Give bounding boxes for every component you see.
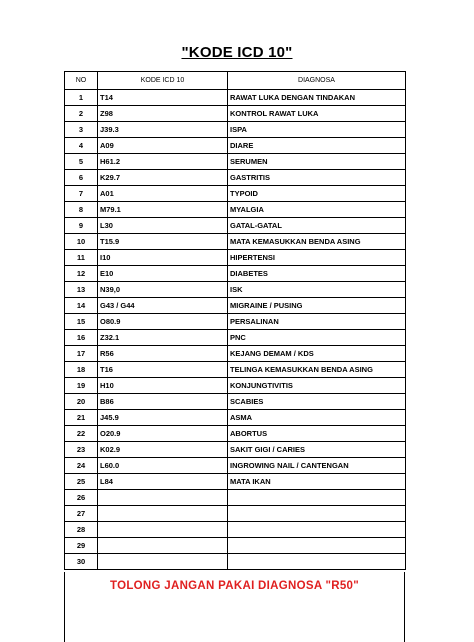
icd-code-cell: K29.7 (98, 170, 228, 186)
row-number: 15 (65, 314, 98, 330)
table-row (65, 282, 406, 298)
table-row (65, 266, 406, 282)
table-row (65, 314, 406, 330)
table-row (65, 202, 406, 218)
icd-code-cell: J39.3 (98, 122, 228, 138)
header-no: NO (65, 72, 98, 90)
table-row (65, 538, 406, 554)
row-number: 1 (65, 90, 98, 106)
row-number: 14 (65, 298, 98, 314)
icd-code-cell: N39,0 (98, 282, 228, 298)
icd-code-cell: G43 / G44 (98, 298, 228, 314)
row-number: 16 (65, 330, 98, 346)
table-row (65, 378, 406, 394)
icd-code-cell (98, 538, 228, 554)
row-number: 7 (65, 186, 98, 202)
row-number: 10 (65, 234, 98, 250)
icd-code-cell: O80.9 (98, 314, 228, 330)
row-number: 6 (65, 170, 98, 186)
icd-code-cell: B86 (98, 394, 228, 410)
row-number: 25 (65, 474, 98, 490)
row-number: 4 (65, 138, 98, 154)
diagnosis-cell: DIABETES (228, 266, 406, 282)
table-body (65, 90, 406, 570)
row-number: 13 (65, 282, 98, 298)
icd-code-cell: H10 (98, 378, 228, 394)
icd-code-cell: M79.1 (98, 202, 228, 218)
icd-code-cell: H61.2 (98, 154, 228, 170)
diagnosis-cell: TELINGA KEMASUKKAN BENDA ASING (228, 362, 406, 378)
table-row (65, 234, 406, 250)
diagnosis-cell: MYALGIA (228, 202, 406, 218)
table-header-row (65, 72, 406, 90)
diagnosis-cell (228, 538, 406, 554)
warning-text: TOLONG JANGAN PAKAI DIAGNOSA "R50" (110, 580, 359, 592)
row-number: 12 (65, 266, 98, 282)
row-number: 29 (65, 538, 98, 554)
row-number: 27 (65, 506, 98, 522)
table-row (65, 490, 406, 506)
icd-code-cell: R56 (98, 346, 228, 362)
table-row (65, 410, 406, 426)
row-number: 21 (65, 410, 98, 426)
icd-code-cell: L60.0 (98, 458, 228, 474)
icd-code-cell: K02.9 (98, 442, 228, 458)
row-number: 23 (65, 442, 98, 458)
diagnosis-cell: ABORTUS (228, 426, 406, 442)
row-number: 5 (65, 154, 98, 170)
row-number: 22 (65, 426, 98, 442)
table-row (65, 122, 406, 138)
table-row (65, 330, 406, 346)
table-row (65, 106, 406, 122)
table-row (65, 554, 406, 570)
icd-code-cell: T14 (98, 90, 228, 106)
page-title: "KODE ICD 10" (181, 44, 293, 61)
row-number: 26 (65, 490, 98, 506)
table-row (65, 362, 406, 378)
row-number: 30 (65, 554, 98, 570)
row-number: 24 (65, 458, 98, 474)
table-row (65, 346, 406, 362)
icd-code-cell: A09 (98, 138, 228, 154)
diagnosis-cell (228, 522, 406, 538)
diagnosis-cell: PNC (228, 330, 406, 346)
table-row (65, 90, 406, 106)
table-row (65, 170, 406, 186)
diagnosis-cell: ISK (228, 282, 406, 298)
icd-code-cell: E10 (98, 266, 228, 282)
row-number: 11 (65, 250, 98, 266)
icd-code-cell: O20.9 (98, 426, 228, 442)
table-row (65, 154, 406, 170)
row-number: 17 (65, 346, 98, 362)
row-number: 8 (65, 202, 98, 218)
diagnosis-cell: INGROWING NAIL / CANTENGAN (228, 458, 406, 474)
table-row (65, 394, 406, 410)
diagnosis-cell: MATA KEMASUKKAN BENDA ASING (228, 234, 406, 250)
diagnosis-cell: MIGRAINE / PUSING (228, 298, 406, 314)
icd-code-table (64, 71, 406, 570)
diagnosis-cell: ISPA (228, 122, 406, 138)
row-number: 3 (65, 122, 98, 138)
table-row (65, 442, 406, 458)
icd-code-cell: T15.9 (98, 234, 228, 250)
row-number: 19 (65, 378, 98, 394)
diagnosis-cell: HIPERTENSI (228, 250, 406, 266)
icd-code-cell (98, 490, 228, 506)
row-number: 18 (65, 362, 98, 378)
row-number: 28 (65, 522, 98, 538)
table-row (65, 426, 406, 442)
icd-code-cell: Z32.1 (98, 330, 228, 346)
table-row (65, 186, 406, 202)
diagnosis-cell: PERSALINAN (228, 314, 406, 330)
icd-code-cell (98, 554, 228, 570)
icd-code-cell: J45.9 (98, 410, 228, 426)
header-diagnosis: DIAGNOSA (228, 72, 406, 90)
diagnosis-cell: KONJUNGTIVITIS (228, 378, 406, 394)
diagnosis-cell: GASTRITIS (228, 170, 406, 186)
icd-code-cell: L84 (98, 474, 228, 490)
icd-code-cell: A01 (98, 186, 228, 202)
table-row (65, 474, 406, 490)
table-row (65, 458, 406, 474)
diagnosis-cell: GATAL-GATAL (228, 218, 406, 234)
table-row (65, 218, 406, 234)
diagnosis-cell: MATA IKAN (228, 474, 406, 490)
diagnosis-cell: TYPOID (228, 186, 406, 202)
table-row (65, 138, 406, 154)
table-row (65, 250, 406, 266)
diagnosis-cell (228, 490, 406, 506)
row-number: 2 (65, 106, 98, 122)
diagnosis-cell (228, 506, 406, 522)
table-row (65, 298, 406, 314)
table-row (65, 506, 406, 522)
icd-code-cell: T16 (98, 362, 228, 378)
row-number: 9 (65, 218, 98, 234)
diagnosis-cell: SCABIES (228, 394, 406, 410)
table-row (65, 522, 406, 538)
diagnosis-cell: RAWAT LUKA DENGAN TINDAKAN (228, 90, 406, 106)
icd-code-cell (98, 522, 228, 538)
header-icd-code: KODE ICD 10 (98, 72, 228, 90)
diagnosis-cell (228, 554, 406, 570)
diagnosis-cell: ASMA (228, 410, 406, 426)
diagnosis-cell: KONTROL RAWAT LUKA (228, 106, 406, 122)
diagnosis-cell: SERUMEN (228, 154, 406, 170)
row-number: 20 (65, 394, 98, 410)
icd-code-cell: I10 (98, 250, 228, 266)
diagnosis-cell: DIARE (228, 138, 406, 154)
icd-code-cell (98, 506, 228, 522)
icd-code-cell: L30 (98, 218, 228, 234)
diagnosis-cell: SAKIT GIGI / CARIES (228, 442, 406, 458)
icd-code-cell: Z98 (98, 106, 228, 122)
diagnosis-cell: KEJANG DEMAM / KDS (228, 346, 406, 362)
